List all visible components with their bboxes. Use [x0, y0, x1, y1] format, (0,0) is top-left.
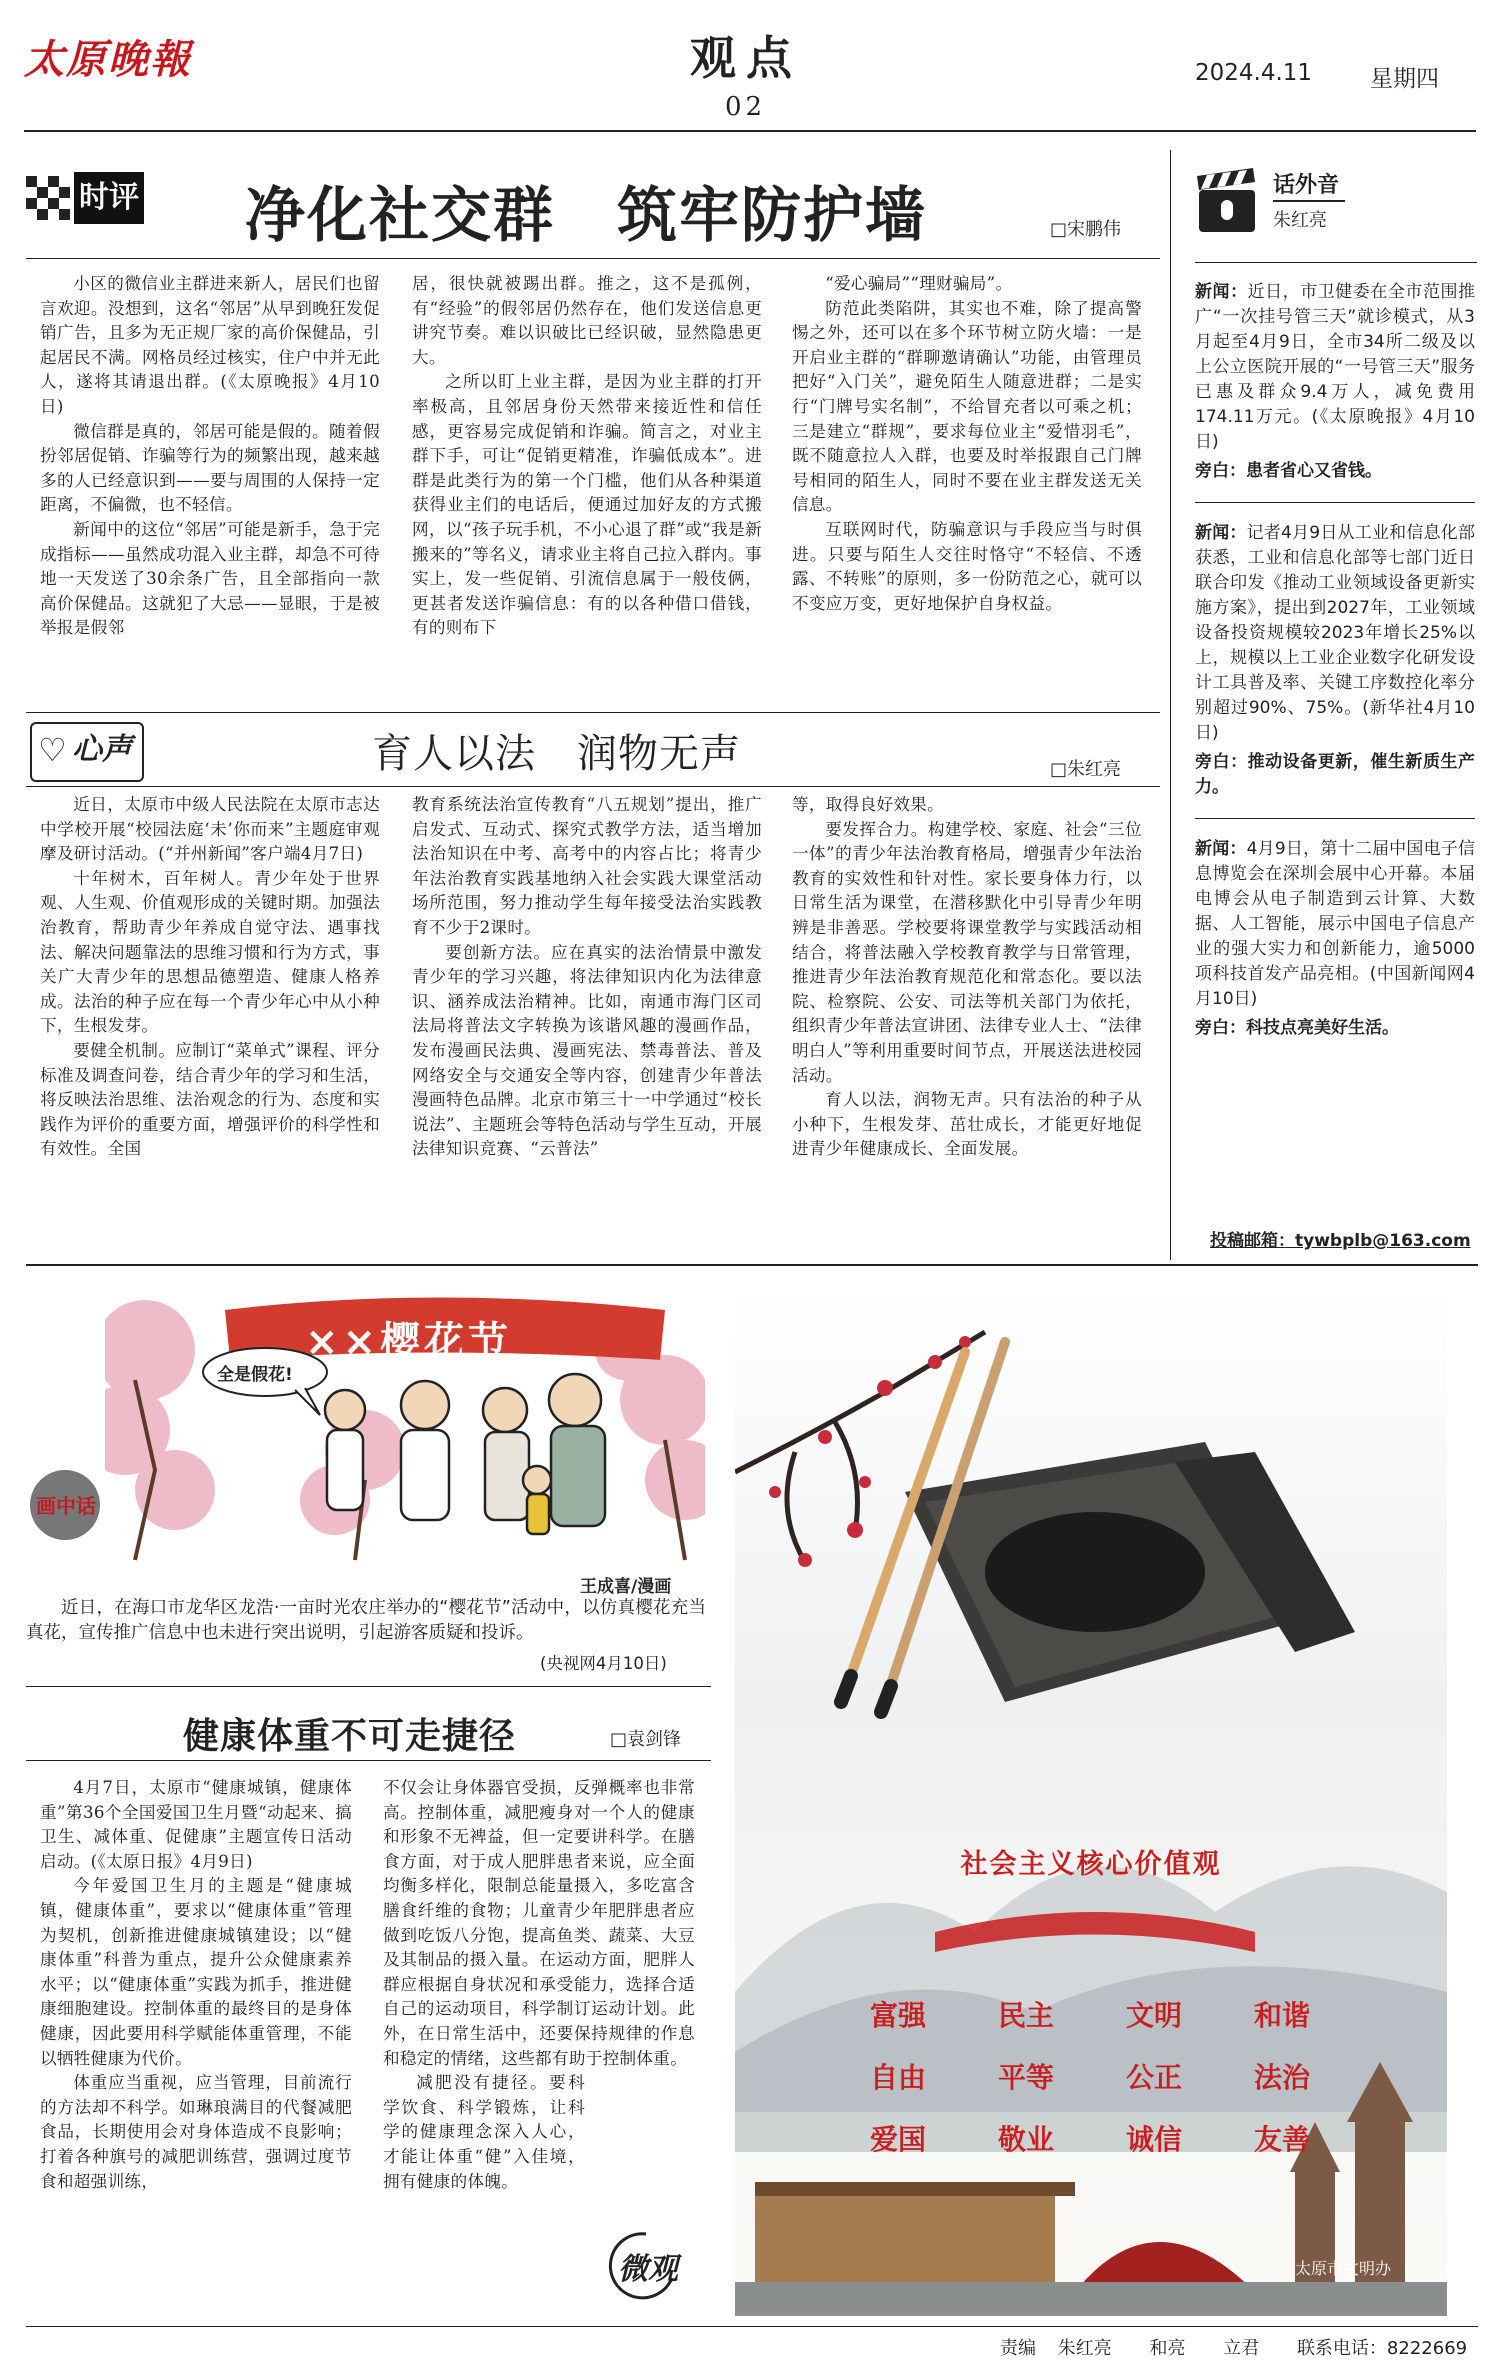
paragraph: 防范此类陷阱，其实也不难，除了提高警惕之外，还可以在多个环节树立防火墙：一是开启业主群的“群聊邀请确认”功能，由管理员把好“入门关”，避免陌生人随意进群；二是实行“门牌号实名制”，不给冒充者以可乘之机；三是建立“群规”，要求每位业主“爱惜羽毛”，既不随意拉人入群，也要及时举报跟自己门牌号相同的陌生人，同时不要在业主群发送无关信息。	[792, 298, 1142, 515]
heart-icon: ♡	[38, 731, 67, 769]
news-lead: 新闻：	[1195, 839, 1247, 859]
page-number: 02	[725, 92, 767, 122]
submission-email[interactable]: 投稿邮箱：tywbplb@163.com	[1210, 1231, 1471, 1251]
paragraph: 近日，太原市中级人民法院在太原市志达中学校开展“校园法庭‘未’你而来”主题庭审观摩及研讨活动。(“并州新闻”客户端4月7日)	[40, 795, 380, 864]
vertical-divider	[1170, 150, 1171, 1260]
proofer-name: 和亮	[1149, 2338, 1186, 2359]
article2-title: 育人以法 润物无声	[372, 731, 741, 777]
paragraph: 育人以法，润物无声。只有法治的种子从小种下，生根发芽、茁壮成长，才能更好地促进青少年健康成长、全面发展。	[792, 1090, 1142, 1159]
paragraph: 十年树木，百年树人。青少年处于世界观、人生观、价值观形成的关键时期。加强法治教育，帮助青少年养成自觉守法、遇事找法、解决问题靠法的思维习惯和行为方式，事关广大青少年的思想品德塑造、健康人格养成。法治的种子应在每一个青少年心中从小种下，生根发芽。	[40, 868, 380, 1036]
weiguan-text: 微观	[618, 2252, 678, 2287]
middle-rule	[26, 1264, 1478, 1266]
value-word: 诚信	[1125, 2123, 1182, 2156]
sidebar-list	[1195, 280, 1475, 1059]
article3-title: 健康体重不可走捷径	[183, 1716, 517, 1757]
weiguan-stamp	[596, 2228, 686, 2300]
paragraph: 之所以盯上业主群，是因为业主群的打开率极高，且邻居身份天然带来接近性和信任感，更容易完成促销和诈骗。简言之，对业主群下手，可让“促销更精准，诈骗低成本”。进群是此类行为的第一个门槛，他们从各种渠道获得业主们的电话后，便通过加好友的方式搬网，以“孩子玩手机，不小心退了群”或“我是新搬来的”等名义，请求业主将自己拉入群内。事实上，发一些促销、引流信息属于一般伎俩，更甚者发送诈骗信息：有的以各种借口借钱，有的则布下	[412, 372, 762, 638]
proofer-name: 立君	[1223, 2338, 1260, 2359]
footer-rule	[26, 2326, 1478, 2327]
aside-line	[1195, 1016, 1475, 1041]
values-row	[870, 2056, 1310, 2096]
editor-name: 朱红亮	[1057, 2338, 1112, 2359]
cartoon-credit: 王成喜/漫画	[580, 1577, 672, 1597]
article1-col3	[792, 272, 1142, 616]
article2-author: □朱红亮	[1050, 759, 1122, 780]
paragraph: 要发挥合力。构建学校、家庭、社会“三位一体”的青少年法治教育格局，增强青少年法治教育的实效性和针对性。家长要身体力行，以日常生活为课堂，在潜移默化中引导青少年明辨是非善恶。学校要将课堂教学与实践活动相结合，将普法融入学校教育教学与日常管理，推进青少年法治教育规范化和常态化。要以法院、检察院、公安、司法等机关部门为依托，组织青少年普法宣讲团、法律专业人士、“法律明白人”等利用重要时间节点，开展送法进校园活动。	[792, 819, 1142, 1085]
news-text: 4月9日，第十二届中国电子信息博览会在深圳会展中心开幕。本届电博会从电子制造到云计算、大数据、人工智能，展示中国电子信息产业的强大实力和创新能力，逾5000项科技首发产品亮相。(中国新闻网4月10日)	[1195, 839, 1476, 1009]
caption-text: 近日，在海口市龙华区龙浩·一亩时光农庄举办的“樱花节”活动中，以仿真樱花充当真花，宣传推广信息中也未进行突出说明，引起游客质疑和投诉。	[26, 1598, 706, 1643]
article3-author: □袁剑锋	[610, 1729, 682, 1750]
paragraph: 小区的微信业主群进来新人，居民们也留言欢迎。没想到，这名“邻居”从早到晚狂发促销广告，且多为无正规厂家的高价保健品，引起居民不满。网格员经过核实，住户中并无此人，遂将其请退出群。(《太原晚报》4月10日)	[40, 274, 380, 416]
article3-head-rule	[26, 1760, 711, 1761]
value-word: 富强	[870, 1999, 927, 2032]
sidebar-head-rule	[1195, 262, 1477, 263]
core-values-poster	[735, 1292, 1447, 2316]
paragraph: 体重应当重视，应当管理，目前流行的方法却不科学。如琳琅满目的代餐减肥食品，长期使用会对身体造成不良影响；打着各种旗号的减肥训练营，强调过度节食和超强训练，	[40, 2073, 352, 2191]
paragraph: 要健全机制。应制订“菜单式”课程、评分标准及调查问卷，结合青少年的学习和生活，将反映法治思维、法治观念的行为、态度和实践作为评价的重要方面，增强评价的科学性和有效性。全国	[40, 1040, 380, 1159]
cartoon-image	[105, 1290, 705, 1570]
article1-col2	[412, 272, 762, 641]
value-word: 文明	[1125, 1999, 1182, 2032]
masthead: 太原晚報	[24, 36, 192, 83]
value-word: 公正	[1125, 2061, 1182, 2094]
contact-phone: 联系电话：8222669	[1296, 2338, 1468, 2359]
section-title: 观点	[690, 31, 802, 85]
values-row	[870, 2118, 1310, 2158]
aside-text: 科技点亮美好生活。	[1246, 1018, 1399, 1038]
checker-icon	[26, 176, 72, 220]
article3-col2	[383, 1776, 695, 2194]
aside-line	[1195, 459, 1475, 484]
aside-lead: 旁白：	[1195, 752, 1248, 772]
xinsheng-logo	[30, 722, 144, 782]
sidebar-tag: 话外音	[1273, 173, 1340, 198]
news-text: 记者4月9日从工业和信息化部获悉，工业和信息化部等七部门近日联合印发《推动工业领域设备更新实施方案》，提出到2027年，工业领域设备投资规模较2023年增长25%以上，规模以上工业企业数字化研发设计工具普及率、关键工序数控化率分别超过90%、75%。(新华社4月10日)	[1195, 523, 1476, 743]
paragraph: “爱心骗局”“理财骗局”。	[825, 274, 1013, 293]
paragraph: 今年爱国卫生月的主题是“健康城镇，健康体重”，要求以“健康体重”管理为契机，创新推进健康城镇建设；以“健康体重”科普为重点，提升公众健康素养水平；以“健康体重”实践为抓手，推进健康细胞建设。控制体重的最终目的是身体健康，因此要用科学赋能体重管理，不能以牺牲健康为代价。	[40, 1876, 352, 2068]
aside-text: 患者省心又省钱。	[1246, 461, 1382, 481]
paragraph: 微信群是真的，邻居可能是假的。随着假扮邻居促销、诈骗等行为的频繁出现，越来越多的人已经意识到——要与周围的人保持一定距离，不偏微，也不轻信。	[40, 421, 380, 515]
poster-title: 社会主义核心价值观	[960, 1849, 1222, 1880]
paragraph: 要创新方法。应在真实的法治情景中激发青少年的学习兴趣，将法律知识内化为法律意识、涵养成法治精神。比如，南通市海门区司法局将普法文字转换为该谐风趣的漫画作品，发布漫画民法典、漫画宪法、禁毒普法、普及网络安全与交通安全等内容，创建青少年普法漫画特色品牌。北京市第三十一中学通过“校长说法”、主题班会等特色活动与学生互动，开展法律知识竞赛、“云普法”	[412, 942, 762, 1159]
article1-top-rule	[26, 258, 1160, 259]
news-lead: 新闻：	[1195, 282, 1248, 302]
sidebar-item	[1195, 837, 1475, 1041]
value-word: 民主	[997, 1999, 1054, 2032]
sidebar-item	[1195, 521, 1475, 800]
aside-lead: 旁白：	[1195, 1018, 1246, 1038]
sidebar-item	[1195, 280, 1475, 484]
header-rule	[24, 130, 1476, 132]
aside-text: 推动设备更新，催生新质生产力。	[1195, 752, 1476, 797]
paragraph: 互联网时代，防骗意识与手段应当与时俱进。只要与陌生人交往时恪守“不轻信、不透露、不转账”的原则，多一份防范之心，就可以不变应万变，更好地保护自身权益。	[792, 519, 1142, 613]
value-word: 平等	[997, 2061, 1054, 2094]
article3-col1	[40, 1776, 352, 2194]
aside-line	[1195, 750, 1475, 800]
sidebar-divider	[1195, 502, 1475, 503]
poster-values-grid	[870, 1994, 1310, 2158]
paragraph: 新闻中的这位“邻居”可能是新手，急于完成指标——虽然成功混入业主群，却急不可待地一天发送了30余条广告，且全部指向一款高价保健品。这就犯了大忌——显眼，于是被举报是假邻	[40, 519, 380, 638]
value-word: 自由	[870, 2061, 927, 2094]
news-text: 近日，市卫健委在全市范围推广“一次挂号管三天”就诊模式，从3月起至4月9日，全市34所二级及以上公立医院开展的“一号管三天”服务已惠及群众9.4万人，减免费用174.11万元。(《太原晚报》4月10日)	[1195, 282, 1476, 452]
value-word: 敬业	[997, 2123, 1054, 2156]
footer-credits	[1000, 2334, 1467, 2360]
cartoon-source: (央视网4月10日)	[540, 1654, 667, 1673]
editor-label: 责编	[1000, 2338, 1036, 2359]
paragraph: 不仅会让身体器官受损，反弹概率也非常高。控制体重，减肥瘦身对一个人的健康和形象不无裨益，但一定要讲科学。在膳食方面，对于成人肥胖患者来说，应全面均衡多样化，限制总能量摄入，多吃富含膳食纤维的食物；儿童青少年肥胖患者应做到吃饭八分饱，提高鱼类、蔬菜、大豆及其制品的摄入量。在运动方面，肥胖人群应根据自身状况和承受能力，选择合适自己的运动项目，科学制订运动计划。此外，在日常生活中，还要保持规律的作息和稳定的情绪，这些都有助于控制体重。	[383, 1778, 695, 2068]
paragraph: 居，很快就被踢出群。推之，这不是孤例，有“经验”的假邻居仍然存在，他们发送信息更讲究节奏。难以识破比已经识破，显然隐患更大。	[412, 274, 762, 367]
paragraph: 教育系统法治宣传教育“八五规划”提出，推广启发式、互动式、探究式教学方法，适当增加法治知识在中考、高考中的内容占比；将青少年法治教育实践基地纳入社会实践大课堂活动场所范围，努力推动学生每年接受法治实践教育不少于2课时。	[412, 795, 762, 937]
article1-author: □宋鹏伟	[1050, 219, 1122, 240]
article1-title: 净化社交群 筑牢防护墙	[245, 181, 927, 251]
cartoon-caption	[26, 1596, 706, 1646]
column-tag-xinsheng: 心声	[72, 732, 132, 767]
value-word: 和谐	[1253, 1999, 1310, 2032]
clapperboard-icon	[1195, 166, 1259, 236]
news-lead: 新闻：	[1195, 523, 1247, 543]
cartoon-stamp: 画中话	[36, 1494, 96, 1518]
article2-col3	[792, 793, 1142, 1162]
weekday: 星期四	[1370, 66, 1439, 92]
article1-col1	[40, 272, 380, 641]
column-tag-shiping: 时评	[74, 172, 144, 224]
sidebar-header	[1195, 160, 1475, 250]
paragraph: 等，取得良好效果。	[792, 795, 945, 814]
poster-credit: 太原市文明办	[1295, 2259, 1392, 2278]
aside-lead: 旁白：	[1195, 461, 1246, 481]
article2-top-rule	[26, 712, 1160, 713]
sidebar-author: 朱红亮	[1273, 210, 1327, 231]
value-word: 爱国	[870, 2123, 927, 2156]
article2-head-rule	[26, 786, 1160, 787]
paragraph: 减肥没有捷径。要科学饮食、科学锻炼，让科学的健康理念深入人心，才能让体重“健”入佳境，拥有健康的体魄。	[383, 2073, 585, 2191]
cartoon-rule	[26, 1686, 711, 1687]
shiping-logo	[26, 170, 146, 230]
values-row	[870, 1994, 1310, 2034]
article2-col2	[412, 793, 762, 1162]
value-word: 友善	[1253, 2123, 1310, 2156]
sidebar-divider	[1195, 818, 1475, 819]
paragraph: 4月7日，太原市“健康城镇，健康体重”第36个全国爱国卫生月暨“动起来、搞卫生、减体重、促健康”主题宣传日活动启动。(《太原日报》4月9日)	[40, 1778, 352, 1871]
article2-col1	[40, 793, 380, 1162]
value-word: 法治	[1253, 2061, 1310, 2094]
cartoon-bubble-text: 全是假花!	[217, 1365, 293, 1385]
issue-date: 2024.4.11	[1195, 60, 1313, 86]
cartoon-banner-text: ××樱花节	[305, 1319, 513, 1365]
sidebar-tag-rule	[1273, 200, 1345, 202]
